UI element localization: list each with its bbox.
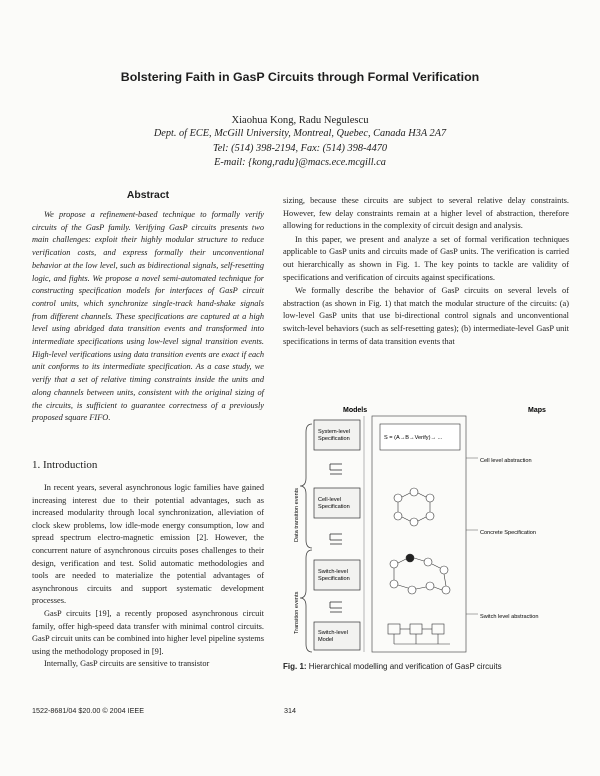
box-switch-spec <box>314 560 360 590</box>
map-label-3: Switch level abstraction <box>480 614 539 620</box>
right-paragraph-1: sizing, because these circuits are subject to several relative delay constraints. However, few delay constraints remain at a higher level of abstraction, therefore allowing for reductions in the complexity of circuit design and analysis. <box>283 196 569 231</box>
switch-level-graph <box>390 554 450 594</box>
switch-level-circuit <box>388 624 450 644</box>
models-header: Models <box>343 407 368 414</box>
footer-copyright: 1522-8681/04 $20.00 © 2004 IEEE <box>32 706 144 715</box>
page-number: 314 <box>284 706 296 715</box>
box-switch-model <box>314 622 360 650</box>
right-paragraph-3: We formally describe the behavior of GasP circuits on several levels of abstraction (as shown in Fig. 1) that match the modular structure of the circuits: (a) low-level GasP units that use bi-directional control signals and unconventional switch-level behaviors (such as self-resetting gates); (b) intermediate-level GasP unit specifications in terms of data transition events that <box>283 286 569 346</box>
intro-paragraph-2: GasP circuits [19], a recently proposed asynchronous circuit family, offer high-speed data transfer with minimal control circuits. GasP circuit units can be combined into higher level pipeline systems using the methodology proposed in [9]. <box>32 608 264 656</box>
affiliation-block <box>0 127 600 171</box>
box-switch-model-label: Switch-level Model <box>318 630 348 643</box>
map-connectors <box>466 458 478 614</box>
box-cell-level <box>314 488 360 518</box>
right-paragraph-2: In this paper, we present and analyze a set of formal verification techniques applicable to GasP units and circuits made of GasP units. The verification is carried out hierarchically as shown in Fig. 1. The key points to tackle are validity of specifications and verification of circuits against specifications. <box>283 234 569 282</box>
brace-data-events <box>300 424 312 548</box>
abstract-text: We propose a refinement-based technique to formally verify circuits of the GasP family. Verifying GasP circuits presents two main challenges: exploit their highly modular structure to reduce verification costs, and express formally their unconventional behavior at the low level, such as bidirectional signals, self-resetting logic, and fights. We propose a novel semi-automated technique for constructing specification models for interfaces of GasP circuit control units, which synchronize single-track hand-shake signals from different channels. These specifications are captured at a high level using abridged data transition events and transformed into intermediate specifications using low-level signal transition events. High-level verifications using data transition events are exact if each unit conforms to its intermediate specification. As a case study, we verify that a set of relative timing constraints inside the units and along channels between units, consistent with the original sizing of the circuits, is sufficient to guarantee correctness of a previously proposed square FIFO. <box>32 210 264 423</box>
caption-label: Fig. 1: <box>283 662 307 671</box>
map-label-2: Concrete Specification <box>480 530 536 536</box>
box-cell-label: Cell-level Specification <box>318 497 350 510</box>
figure-diagram <box>290 400 570 656</box>
box-switch-spec-label: Switch-level Specification <box>318 569 350 582</box>
abstract-heading: Abstract <box>126 190 170 201</box>
figure-caption <box>283 662 563 673</box>
paper-authors: Xiaohua Kong, Radu Negulescu <box>231 115 369 126</box>
paper-title: Bolstering Faith in GasP Circuits through Formal Verification <box>120 70 480 84</box>
intro-paragraph-1: In recent years, several asynchronous logic families have gained increasing interest due to their potential advantages, such as increased modularity through local synchronization, alleviation of clock skew problems, low idle-mode energy consumption, low and spread spectrum electro-magnetic emission [2]. However, the concurrent nature of asynchronous circuits poses challenges to their design, verification and test. Solid automatic methodologies and tools are needed to materialize the potential advantages of asynchronous circuits and support systematic development processes. <box>32 483 264 606</box>
introduction-heading: 1. Introduction <box>32 459 98 471</box>
right-column-text <box>283 195 569 348</box>
affiliation: Dept. of ECE, McGill University, Montreal, Quebec, Canada H3A 2A7 <box>153 128 447 139</box>
maps-header: Maps <box>528 407 546 414</box>
brace-transition-events <box>300 550 312 652</box>
formula-text: S = (A→B→Verify)→ ... <box>384 435 443 441</box>
box-system-label: System-level Specification <box>318 429 351 442</box>
map-label-1: Cell level abstraction <box>480 458 532 464</box>
cell-level-graph <box>394 488 434 526</box>
box-system-level <box>314 420 360 450</box>
diagram-column <box>372 416 466 652</box>
figure-1 <box>290 400 570 656</box>
intro-paragraph-3: Internally, GasP circuits are sensitive to transistor <box>44 659 210 669</box>
side-label-transition: Transition events <box>294 591 300 634</box>
side-label-data: Data transition events <box>294 487 300 542</box>
introduction-body <box>32 482 264 671</box>
caption-text: Hierarchical modelling and verification of GasP circuits <box>308 662 502 671</box>
email: E-mail: {kong,radu}@macs.ece.mcgill.ca <box>214 157 386 168</box>
phone-fax: Tel: (514) 398-2194, Fax: (514) 398-4470 <box>212 142 388 154</box>
